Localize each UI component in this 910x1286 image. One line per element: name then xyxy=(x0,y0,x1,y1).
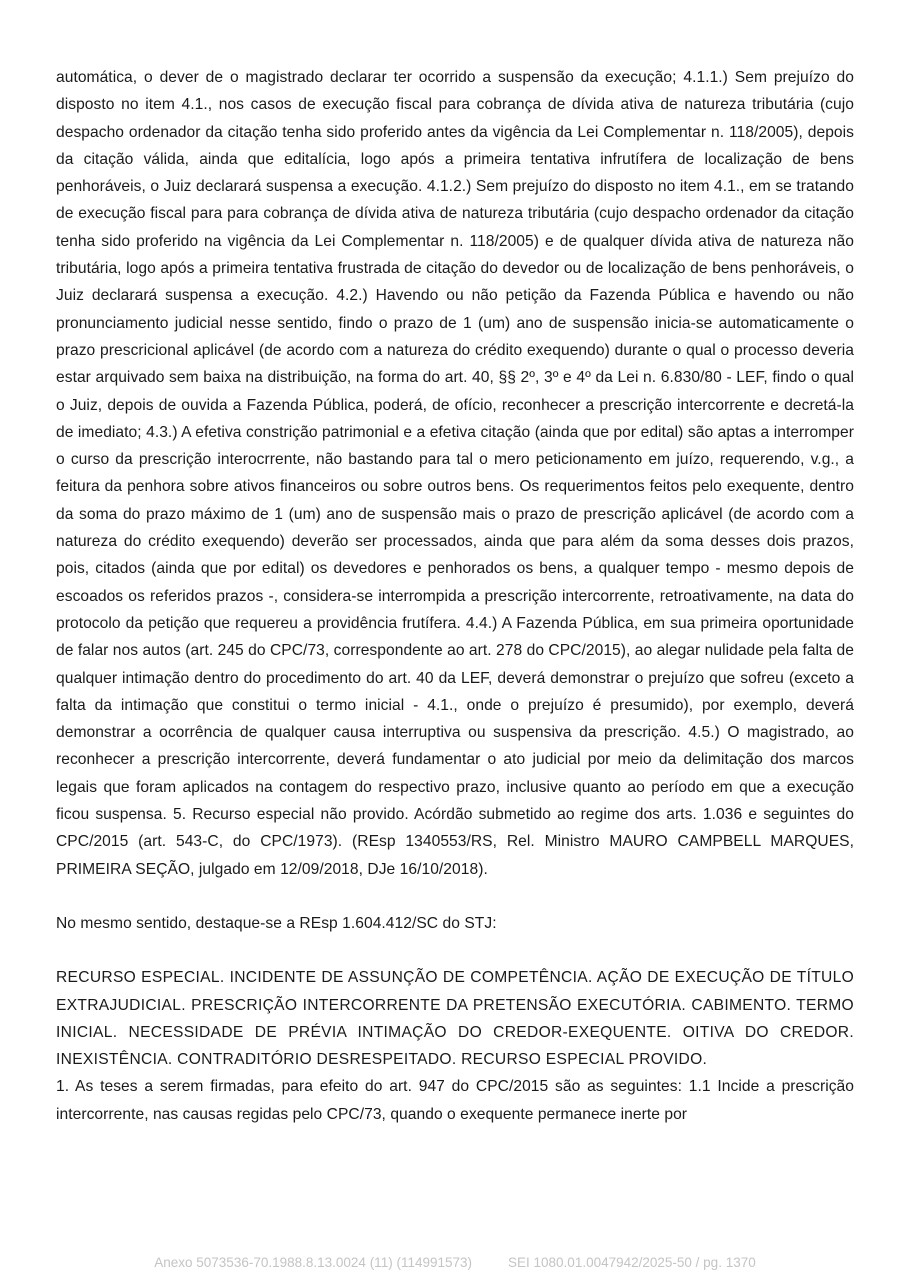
document-body xyxy=(56,64,854,1128)
footer-annex-reference: Anexo 5073536-70.1988.8.13.0024 (11) (114991573) xyxy=(154,1255,473,1270)
footer-sei-reference: SEI 1080.01.0047942/2025-50 / pg. 1370 xyxy=(508,1255,756,1270)
paragraph-gap xyxy=(56,937,854,964)
ruling-headnote: RECURSO ESPECIAL. INCIDENTE DE ASSUNÇÃO DE COMPETÊNCIA. AÇÃO DE EXECUÇÃO DE TÍTULO EXTRAJUDICIAL. PRESCRIÇÃO INTERCORRENTE DA PRETENSÃO EXECUTÓRIA. CABIMENTO. TERMO INICIAL. NECESSIDADE DE PRÉVIA INTIMAÇÃO DO CREDOR-EXEQUENTE. OITIVA DO CREDOR. INEXISTÊNCIA. CONTRADITÓRIO DESRESPEITADO. RECURSO ESPECIAL PROVIDO. xyxy=(56,969,854,1069)
paragraph-ruling-text: automática, o dever de o magistrado declarar ter ocorrido a suspensão da execução; 4.1.1.) Sem prejuízo do disposto no item 4.1., nos casos de execução fiscal para cobrança de dívida ativa de natureza tributária (cujo despacho ordenador da citação tenha sido proferido antes da vigência da Lei Complementar n. 118/2005), depois da citação válida, ainda que editalícia, logo após a primeira tentativa infrutífera de localização de bens penhoráveis, o Juiz declarará suspensa a execução. 4.1.2.) Sem prejuízo do disposto no item 4.1., em se tratando de execução fiscal para para cobrança de dívida ativa de natureza tributária (cujo despacho ordenador da citação tenha sido proferido na vigência da Lei Complementar n. 118/2005) e de qualquer dívida ativa de natureza não tributária, logo após a primeira tentativa frustrada de citação do devedor ou de localização de bens penhoráveis, o Juiz declarará suspensa a execução. 4.2.) Havendo ou não petição da Fazenda Pública e havendo ou não pronunciamento judicial nesse sentido, findo o prazo de 1 (um) ano de suspensão inicia-se automaticamente o prazo prescricional aplicável (de acordo com a natureza do crédito exequendo) durante o qual o processo deveria estar arquivado sem baixa na distribuição, na forma do art. 40, §§ 2º, 3º e 4º da Lei n. 6.830/80 - LEF, findo o qual o Juiz, depois de ouvida a Fazenda Pública, poderá, de ofício, reconhecer a prescrição intercorrente e decretá-la de imediato; 4.3.) A efetiva constrição patrimonial e a efetiva citação (ainda que por edital) são aptas a interromper o curso da prescrição interocrrente, não bastando para tal o mero peticionamento em juízo, requerendo, v.g., a feitura da penhora sobre ativos financeiros ou sobre outros bens. Os requerimentos feitos pelo exequente, dentro da soma do prazo máximo de 1 (um) ano de suspensão mais o prazo de prescrição aplicável (de acordo com a natureza do crédito exequendo) deverão ser processados, ainda que para além da soma desses dois prazos, pois, citados (ainda que por edital) os devedores e penhorados os bens, a qualquer tempo - mesmo depois de escoados os referidos prazos -, considera-se interrompida a prescrição intercorrente, retroativamente, na data do protocolo da petição que requereu a providência frutífera. 4.4.) A Fazenda Pública, em sua primeira oportunidade de falar nos autos (art. 245 do CPC/73, correspondente ao art. 278 do CPC/2015), ao alegar nulidade pela falta de qualquer intimação dentro do procedimento do art. 40 da LEF, deverá demonstrar o prejuízo que sofreu (exceto a falta da intimação que constitui o termo inicial - 4.1., onde o prejuízo é presumido), por exemplo, deverá demonstrar a ocorrência de qualquer causa interruptiva ou suspensiva da prescrição. 4.5.) O magistrado, ao reconhecer a prescrição intercorrente, deverá fundamentar o ato judicial por meio da delimitação dos marcos legais que foram aplicados na contagem do respectivo prazo, inclusive quanto ao período em que a execução ficou suspensa. 5. Recurso especial não provido. Acórdão submetido ao regime dos arts. 1.036 e seguintes do CPC/2015 (art. 543-C, do CPC/1973). (REsp 1340553/RS, Rel. Ministro MAURO CAMPBELL MARQUES, PRIMEIRA SEÇÃO, julgado em 12/09/2018, DJe 16/10/2018). xyxy=(56,69,854,878)
paragraph-intro: No mesmo sentido, destaque-se a REsp 1.604.412/SC do STJ: xyxy=(56,914,497,932)
paragraph-gap xyxy=(56,883,854,910)
paragraph-theses: 1. As teses a serem firmadas, para efeito do art. 947 do CPC/2015 são as seguintes: 1.1 Incide a prescrição intercorrente, nas causas regidas pelo CPC/73, quando o exequente permanece inerte por xyxy=(56,1078,854,1123)
page-footer xyxy=(0,1255,910,1270)
